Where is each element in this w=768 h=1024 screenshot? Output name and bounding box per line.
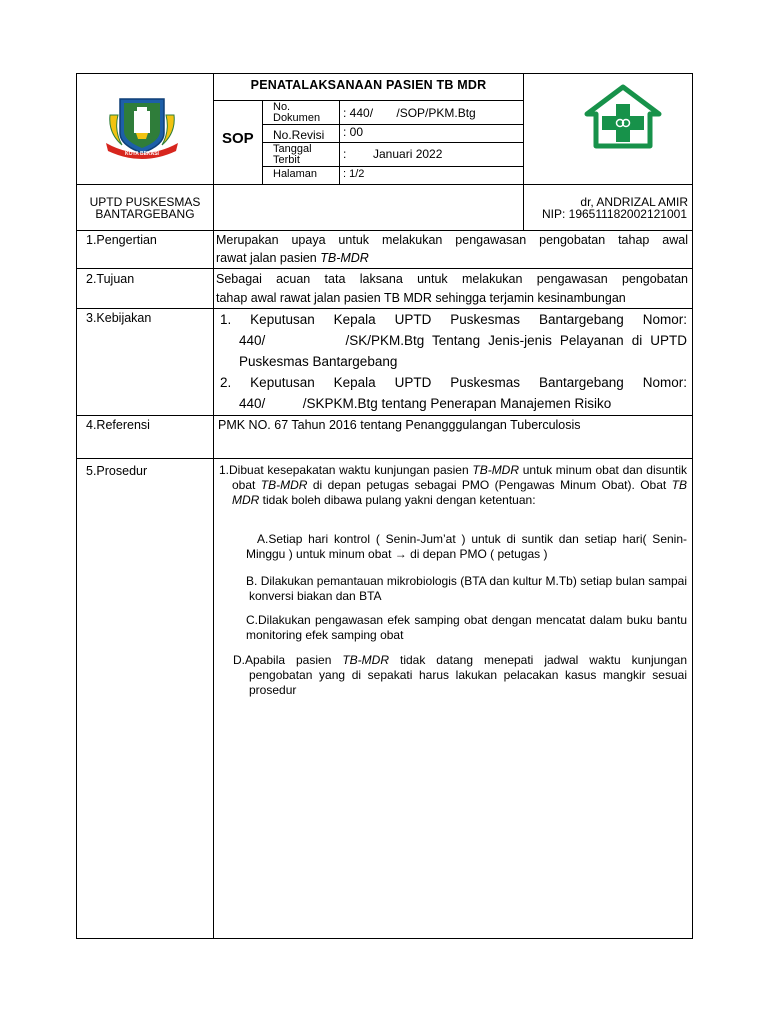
referensi-text: PMK NO. 67 Tahun 2016 tentang Penangggulangan Tuberculosis: [218, 418, 581, 432]
signer-name: dr, ANDRIZAL AMIR: [580, 195, 688, 209]
step1-text-g: tidak boleh dibawa pulang yakni dengan ketentuan:: [259, 493, 536, 507]
border-tujuan-bottom: [76, 308, 693, 309]
border-referensi-bottom: [76, 458, 693, 459]
org-name-line1: UPTD PUSKESMAS: [89, 195, 201, 209]
meta-halaman-value: : 1/2: [343, 168, 365, 180]
stepd-text-a: D.Apabila pasien: [233, 653, 343, 667]
prosedur-step-b: B. Dilakukan pemantauan mikrobiologis (BTA dan kultur M.Tb) setiap bulan sampai konversi biakan dan BTA: [246, 574, 687, 603]
prosedur-step-1: [219, 463, 687, 508]
border-pengertian-bottom: [76, 268, 693, 269]
kebijakan-item1-line1: 1. Keputusan Kepala UPTD Puskesmas Bantargebang Nomor:: [220, 312, 687, 327]
kebijakan-label: 3.Kebijakan: [86, 311, 152, 325]
step1-text-a: 1.Dibuat kesepakatan waktu kunjungan pasien: [219, 463, 473, 477]
tujuan-line2: tahap awal rawat jalan pasien TB MDR sehingga terjamin kesinambungan: [216, 291, 626, 305]
logo-caption: KOTA BEKASI: [125, 151, 159, 157]
meta-dokumen-value: : 440/ /SOP/PKM.Btg: [343, 106, 476, 120]
prosedur-step-d: [233, 653, 687, 698]
referensi-label: 4.Referensi: [86, 418, 150, 432]
signer-nip: NIP: 196511182002121001: [541, 207, 687, 221]
meta-dokumen-label-2: Dokumen: [273, 112, 321, 124]
kebijakan-item2-line2: 440/ /SKPKM.Btg tentang Penerapan Manajemen Risiko: [239, 396, 612, 411]
step1-italic-b: TB-MDR: [472, 463, 520, 477]
border-top: [76, 73, 693, 74]
kebijakan-item1-line3: Puskesmas Bantargebang: [239, 354, 398, 369]
step1-italic-d: TB-MDR: [260, 478, 308, 492]
prosedur-step-c: C.Dilakukan pengawasan efek samping obat dengan mencatat dalam buku bantu monitoring efek samping obat: [246, 613, 687, 642]
step1-text-e: di depan petugas sebagai PMO (Pengawas Minum Obat). Obat: [307, 478, 672, 492]
border-meta-3: [262, 166, 524, 167]
stepd-text-c: tidak datang menepati jadwal waktu kunjungan pengobatan yang di sepakati harus lakukan pelacakan kasus mangkir sesuai prosedur: [249, 653, 688, 697]
kebijakan-item2-line1: 2. Keputusan Kepala UPTD Puskesmas Bantargebang Nomor:: [220, 375, 687, 390]
meta-tanggal-label-1: Tanggal: [273, 143, 312, 155]
prosedur-step-a: A.Setiap hari kontrol ( Senin-Jum’at ) untuk di suntik dan setiap hari( Senin- Minggu ) untuk minum obat → di depan PMO ( petugas ): [246, 532, 687, 561]
step1-text-c: untuk minum obat dan disuntik obat: [232, 463, 687, 492]
document-title: PENATALAKSANAAN PASIEN TB MDR: [250, 78, 487, 92]
pengertian-label: 1.Pengertian: [86, 233, 157, 247]
border-meta-1: [262, 124, 524, 125]
meta-tanggal-label-2: Terbit: [273, 154, 300, 166]
pengertian-line2: [216, 251, 369, 266]
org-name-line2: BANTARGEBANG: [95, 207, 195, 221]
meta-halaman-label: Halaman: [273, 168, 318, 180]
meta-revisi-value: : 00: [343, 125, 364, 139]
border-bottom: [76, 938, 693, 939]
sop-label: SOP: [222, 130, 254, 147]
meta-tanggal-value: : Januari 2022: [343, 147, 443, 161]
tujuan-label: 2.Tujuan: [86, 272, 135, 286]
stepd-italic-b: TB-MDR: [342, 653, 390, 667]
meta-dokumen-label-1: No.: [273, 101, 291, 113]
puskesmas-logo: [584, 84, 662, 150]
kebijakan-item1-line2: 440/ /SK/PKM.Btg Tentang Jenis-jenis Pelayanan di UPTD: [239, 333, 687, 348]
border-title-bottom: [213, 100, 524, 101]
logo-kota-bekasi: [100, 93, 184, 163]
border-org-row-bottom: [76, 230, 693, 231]
prosedur-label: 5.Prosedur: [86, 464, 148, 478]
border-kebijakan-bottom: [76, 415, 693, 416]
pengertian-line2-text: rawat jalan pasien: [216, 251, 321, 265]
border-header-bottom: [76, 184, 693, 185]
step1-italic-f: TB MDR: [232, 478, 687, 507]
pengertian-line1: Merupakan upaya untuk melakukan pengawasan pengobatan tahap awal: [216, 233, 688, 247]
meta-revisi-label: No.Revisi: [273, 128, 325, 142]
tujuan-line1: Sebagai acuan tata laksana untuk melakukan pengawasan pengobatan: [216, 272, 688, 286]
pengertian-line2-italic: TB-MDR: [320, 251, 369, 265]
border-right: [692, 73, 693, 939]
